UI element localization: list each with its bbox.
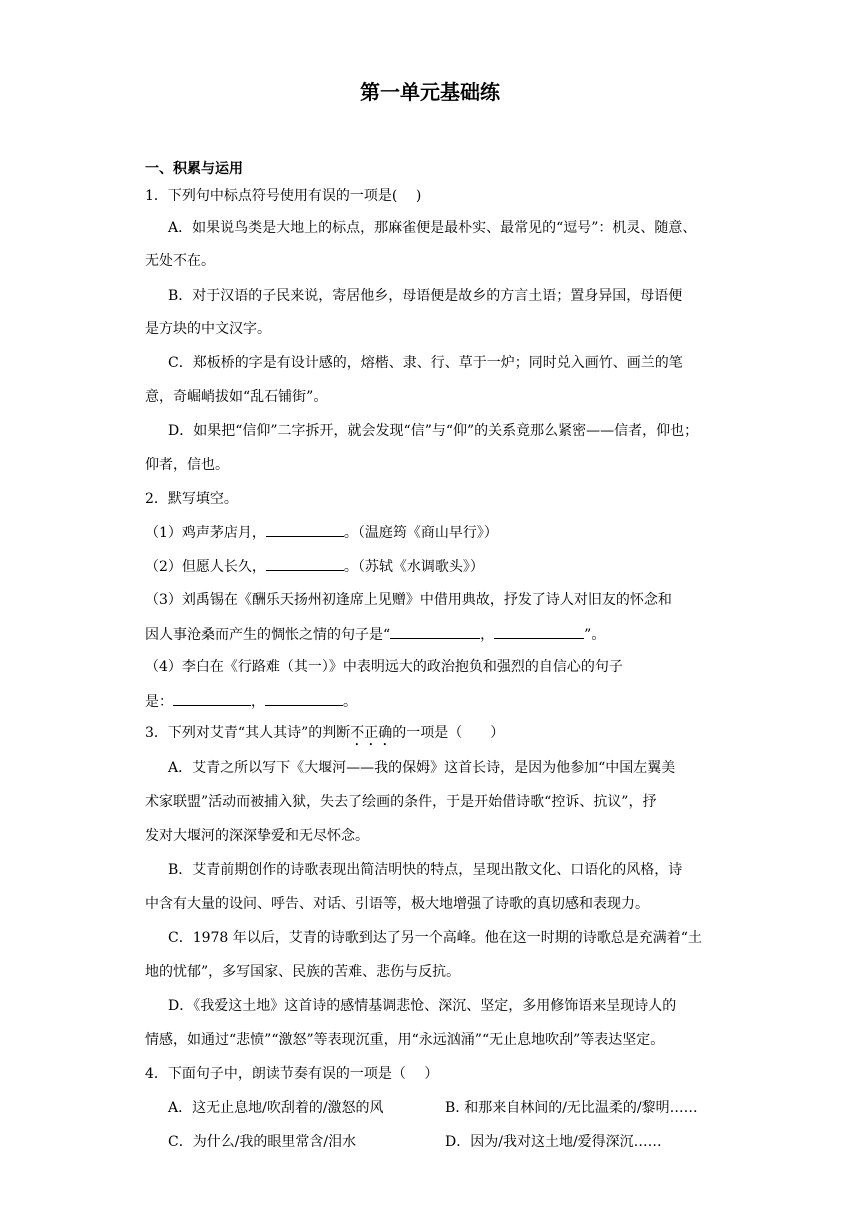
q1-option-d-line1: D．如果把“信仰”二字拆开，就会发现“信”与“仰”的关系竟那么紧密——信者，仰也； [168,423,699,439]
fill-blank[interactable] [266,556,344,571]
fill-blank[interactable] [390,624,480,639]
q2-item-3-line2 [145,624,605,645]
q2-item-4-end: 。 [343,694,357,710]
q2-item-1-source: 。（温庭筠《商山早行》） [343,525,498,541]
q2-item-4-line1: （4）李白在《行路难（其一）》中表明远大的政治抱负和强烈的自信心的句子 [145,659,623,675]
q2-item-1-text: （1）鸡声茅店月， [145,525,266,541]
q2-item-2-source: 。（苏轼《水调歌头》） [343,559,484,575]
question-3-stem [145,723,504,749]
fill-blank[interactable] [173,691,251,706]
fill-blank[interactable] [265,691,343,706]
q1-option-b-line2: 是方块的中文汉字。 [145,321,271,337]
q3-stem-end: 的一项是（ ） [392,725,505,741]
separator: ， [480,627,495,643]
q1-option-c-line2: 意，奇崛峭拔如“乱石铺街”。 [145,389,328,405]
q2-item-3-line1: （3）刘禹锡在《酬乐天扬州初逢席上见赠》中借用典故，抒发了诗人对旧友的怀念和 [145,592,672,608]
q2-item-3-end: ”。 [584,627,606,643]
q3-option-a-line3: 发对大堰河的深深挚爱和无尽怀念。 [145,828,369,844]
q3-option-c-line2: 地的忧郁”，多写国家、民族的苦难、悲伤与反抗。 [145,964,461,980]
q4-option-d: D．因为/我对这土地/爱得深沉…… [445,1134,662,1150]
q2-item-1 [145,522,498,543]
question-2-stem: 2．默写填空。 [145,491,238,507]
fill-blank[interactable] [266,522,344,537]
q1-option-d-line2: 仰者，信也。 [145,457,229,473]
q3-option-b-line2: 中含有大量的设问、呼告、对话、引语等，极大地增强了诗歌的真切感和表现力。 [145,896,649,912]
page-title: 第一单元基础练 [360,80,500,104]
fill-blank[interactable] [494,624,584,639]
question-4-stem: 4．下面句子中，朗读节奏有误的一项是（ ） [145,1066,439,1082]
q4-option-a: A．这无止息地/吹刮着的/激怒的风 [168,1100,384,1116]
q4-option-c: C．为什么/我的眼里常含/泪水 [168,1134,357,1150]
q2-item-4-line2 [145,691,357,712]
question-1-stem: 1．下列句中标点符号使用有误的一项是( ) [145,188,422,204]
q3-option-b-line1: B．艾青前期创作的诗歌表现出简洁明快的特点，呈现出散文化、口语化的风格，诗 [168,862,683,878]
q3-stem-text: 3．下列对艾青“其人其诗”的判断 [145,725,351,741]
q3-option-c-line1: C．1978 年以后，艾青的诗歌到达了另一个高峰。他在这一时期的诗歌总是充满着“土 [168,930,702,946]
q3-option-a-line1: A．艾青之所以写下《大堰河——我的保姆》这首长诗，是因为他参加“中国左翼美 [168,760,676,776]
q1-option-a-line1: A．如果说鸟类是大地上的标点，那麻雀便是最朴实、最常见的“逗号”：机灵、随意、 [168,220,697,236]
q3-option-d-line2: 情感，如通过“悲愤”“激怒”等表现沉重，用“永远汹涌”“无止息地吹刮”等表达坚定。 [145,1032,665,1048]
q2-item-2 [145,556,484,577]
q2-item-2-text: （2）但愿人长久， [145,559,266,575]
q1-option-a-line2: 无处不在。 [145,253,215,269]
separator: ， [251,694,265,710]
q3-stem-emphasis: 不正确 [350,725,393,741]
q4-option-b: B. 和那来自林间的/无比温柔的/黎明…… [445,1100,698,1116]
q2-item-3-text: 因人事沧桑而产生的惆怅之情的句子是“ [145,627,391,643]
section-heading: 一、积累与运用 [145,161,243,177]
q2-item-4-text: 是： [145,694,173,710]
q3-option-d-line1: D．《我爱这土地》这首诗的感情基调悲怆、深沉、坚定，多用修饰语来呈现诗人的 [168,998,677,1014]
q3-option-a-line2: 术家联盟”活动而被捕入狱，失去了绘画的条件，于是开始借诗歌“控诉、抗议”，抒 [145,794,657,810]
q1-option-b-line1: B．对于汉语的子民来说，寄居他乡，母语便是故乡的方言土语；置身异国，母语便 [168,288,683,304]
q1-option-c-line1: C．郑板桥的字是有设计感的，熔楷、隶、行、草于一炉；同时兑入画竹、画兰的笔 [168,355,683,371]
